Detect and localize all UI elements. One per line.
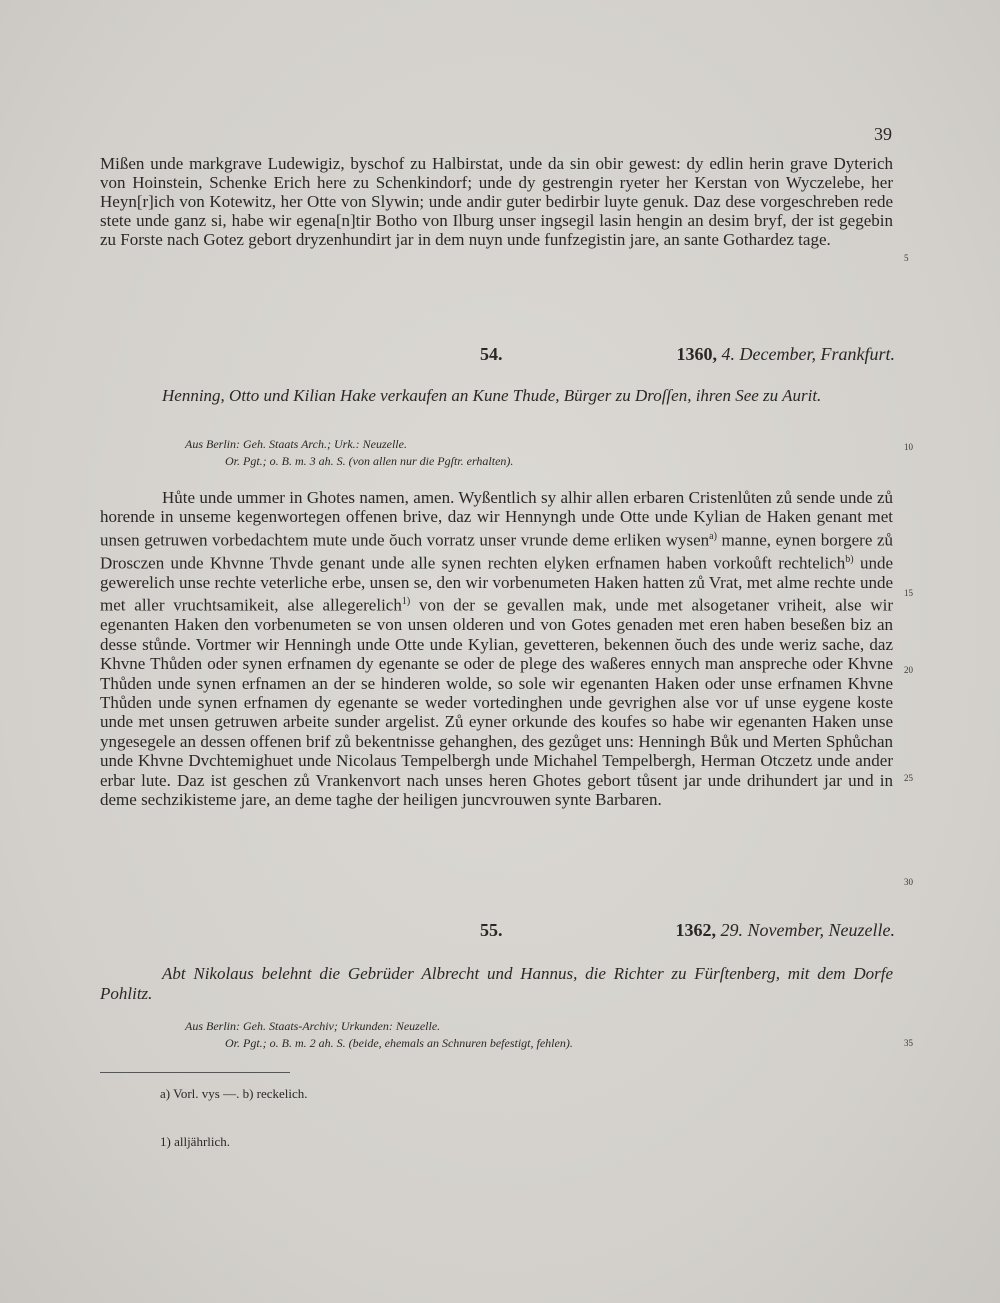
- line-number-10: 10: [904, 442, 913, 452]
- document-54-date-place: 4. December, Frankfurt.: [721, 344, 895, 364]
- line-number-30: 30: [904, 877, 913, 887]
- document-54-text: [100, 488, 893, 809]
- document-54-source-description: Or. Pgt.; o. B. m. 3 ah. S. (von allen nur die Pgſtr. erhalten).: [225, 454, 514, 468]
- line-number-35: 35: [904, 1038, 913, 1048]
- document-54-year: 1360,: [676, 344, 718, 364]
- document-54-date: [677, 344, 895, 365]
- page-number: 39: [874, 124, 892, 144]
- footnote-mark-1: 1): [401, 596, 411, 608]
- margin-line-numbers: [896, 0, 936, 1303]
- document-54-regest: Henning, Otto und Kilian Hake verkaufen an Kune Thude, Bürger zu Droſſen, ihren See zu Aurit.: [162, 386, 822, 405]
- document-55-year: 1362,: [675, 920, 717, 940]
- document-55-number: 55.: [480, 920, 503, 940]
- document-54-text-mid1: manne, eynen borgere zů Drosczen unde Khvnne Thvde genant unde alle synen rechten elyken erfnamen haben vorkoůft rechtelich: [100, 530, 893, 573]
- document-55-date: [676, 920, 895, 941]
- footnote-separator: [100, 1072, 290, 1073]
- continued-paragraph: [100, 154, 893, 249]
- line-number-20: 20: [904, 665, 913, 675]
- document-55-source-archive: Aus Berlin: Geh. Staats-Archiv; Urkunden: Neuzelle.: [185, 1019, 441, 1033]
- document-55-source: [185, 1018, 845, 1052]
- document-55-regest: Abt Nikolaus belehnt die Gebrüder Albrecht und Hannus, die Richter zu Fürſtenberg, mit dem Dorfe Pohlitz.: [100, 964, 893, 1003]
- document-54-source-archive: Aus Berlin: Geh. Staats Arch.; Urk.: Neuzelle.: [185, 437, 407, 451]
- line-number-15: 15: [904, 588, 913, 598]
- document-54-number: 54.: [480, 344, 503, 364]
- document-55-date-place: 29. November, Neuzelle.: [720, 920, 895, 940]
- document-54-text-start: Hůte unde ummer in Ghotes namen, amen. Wyßentlich sy alhir allen erbaren Cristenlůten zů sende unde zů horende in unseme kegenwortegen offenen brive, daz wir Hennyngh unde Otte unde Kylian de Haken genant met unsen getruwen vorbedachtem mute unde ŏuch vorratz unser vrunde deme erliken wysen: [100, 488, 893, 550]
- footnote-letters: a) Vorl. vys —. b) reckelich.: [160, 1086, 308, 1101]
- document-55-source-description: Or. Pgt.; o. B. m. 2 ah. S. (beide, ehemals an Schnuren befestigt, fehlen).: [225, 1036, 573, 1050]
- document-54-text-paragraph: [100, 488, 893, 809]
- footnote-mark-b: b): [845, 553, 854, 565]
- footnote-numbers: 1) alljährlich.: [160, 1134, 231, 1149]
- document-54-source: [185, 436, 845, 470]
- line-number-25: 25: [904, 773, 913, 783]
- line-number-5: 5: [904, 253, 909, 263]
- footnote-mark-a: a): [709, 530, 717, 542]
- document-54-text-end: von der se gevallen mak, unde met alsogetaner vriheit, alse wir egenanten Haken den vorbenumeten se von unsen olderen und von Gotes genaden met eren haben beseßen biz an desse stůnde. Vortmer wir Henningh unde Otte unde Kylian, gevetteren, bekennen ŏuch des unde weriz sache, daz Khvne Thůden oder synen erfnamen dy egenante se oder de plege des waßeres ennych man anspreche oder Khvne Thůden unde synen erfnamen an der se hinderen wolde, so sole wir egenanten Haken oder unse erfnamen Khvne Thůden unde synen erfnamen dy egenante se weder vortedinghen unde gevrighen alse vor uf unse eygene koste unde met unsen getruwen arbeite sunder argelist. Zů eyner orkunde des koufes so habe wir egenanten Haken unse yngesegele an dessen offenen brif zů bekentnisse gehanghen, des gezůget uns: Henningh Bůk und Merten Sphůchan unde Khvne Dvchtemighuet unde Nicolaus Tempelbergh unde Michahel Tempelbergh, Herman Otczetz unde ander erbar lute. Daz ist geschen zů Vrankenvort nach unses heren Ghotes gebort tůsent jar unde drihundert jar und in deme sechzikisteme jare, an deme taghe der heiligen juncvrouwen synte Barbaren.: [100, 596, 893, 810]
- continued-paragraph-text: Mißen unde markgrave Ludewigiz, byschof zu Halbirstat, unde da sin obir gewest: dy edlin herin grave Dyterich von Hoinstein, Schenke Erich here zu Schenkindorf; unde dy gestrengin ryeter her Kerstan von Wyczelebe, her Heyn[r]ich von Kotewitz, her Otte von Slywin; unde andir guter bedirbir luyte genuk. Daz dese vorgeschreben rede stete unde ganz si, habe wir egena[n]tir Botho von Ilburg unser ingsegil lasin hengin an desim bryf, der ist gegebin zu Forste nach Gotez gebort dryzenhundirt jar in dem nuyn unde funfzegistin jare, an sante Gothardez tage.: [100, 154, 893, 249]
- document-54-text-mid2: unde gewerelich unse rechte veterliche erbe, unsen se, den wir vorbenumeten Haken hatten zů Vrat, met alme rechte unde met aller vruchtsamikeit, alse allegerelich: [100, 553, 893, 615]
